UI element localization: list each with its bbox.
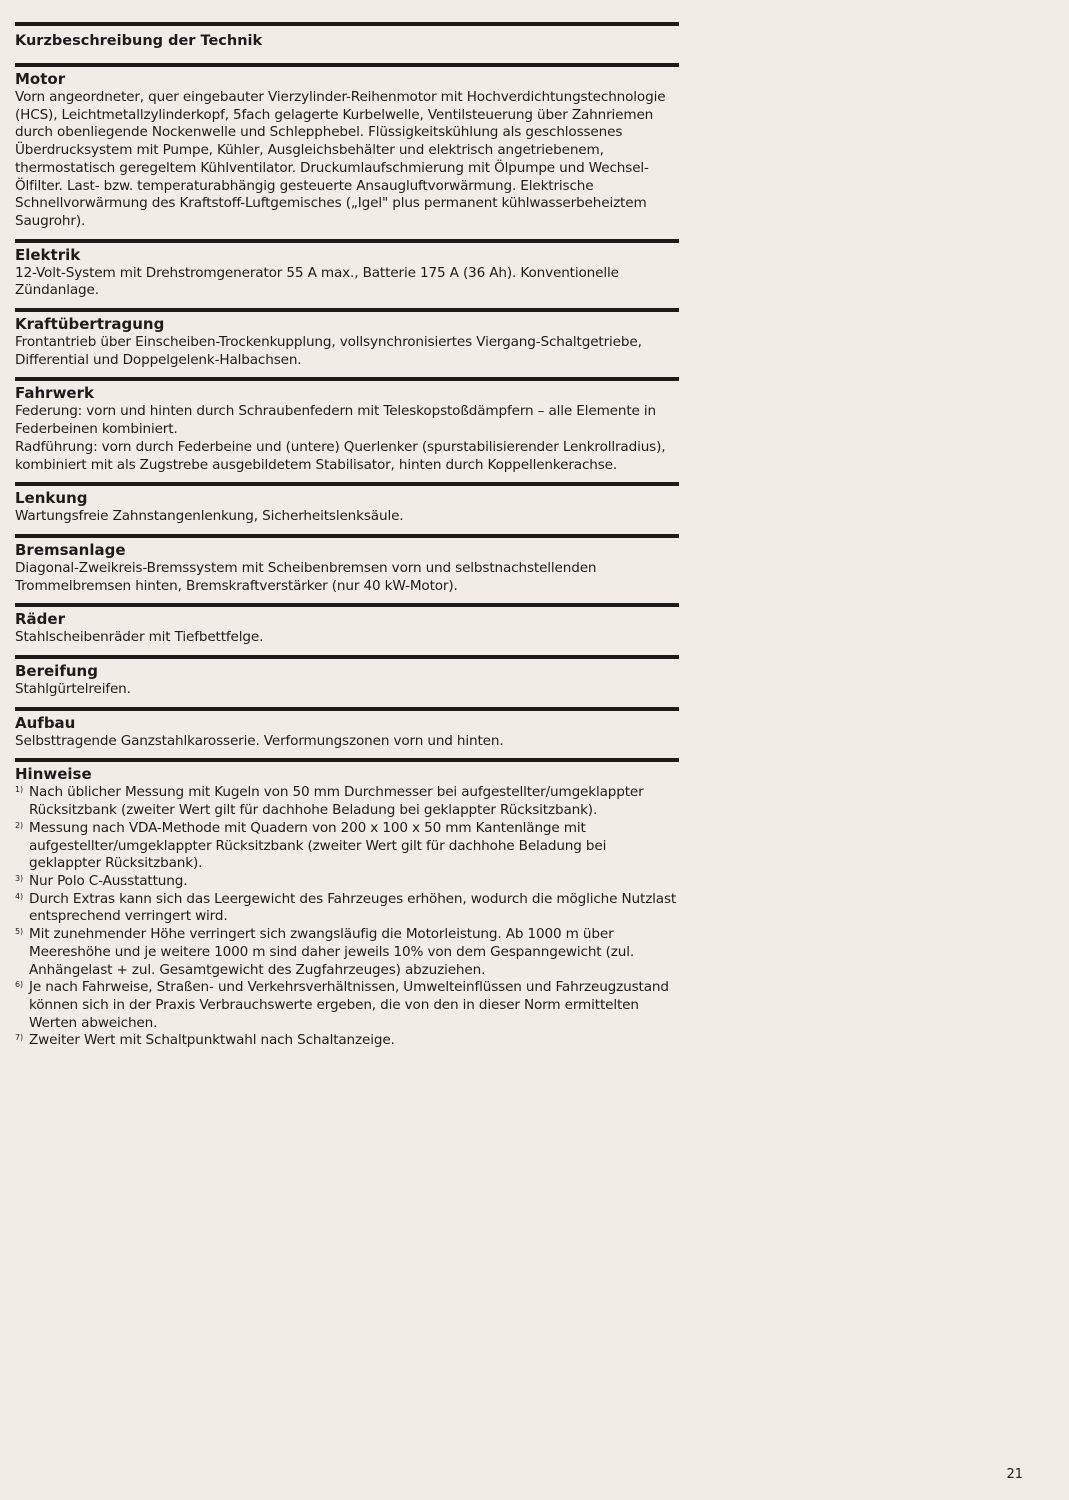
section-heading: Bremsanlage [15, 540, 126, 559]
section-aufbau [15, 711, 679, 763]
section-text: Vorn angeordneter, quer eingebauter Vierzylinder-Reihenmotor mit Hochverdichtungstechnologie (HCS), Leichtmetallzylinderkopf, 5fach gelagerte Kurbelwelle, Ventilsteuerung über Zahnriemen durch obenliegende Nockenwelle und Schlepphebel. Flüssigkeitskühlung als geschlossenes Überdrucksystem mit Pumpe, Kühler, Ausgleichsbehälter und elektrisch angetriebenem, thermostatisch geregeltem Kühlventilator. Druckumlaufschmierung mit Ölpumpe und Wechsel-Ölfilter. Last- bzw. temperaturabhängig gesteuerte Ansaugluftvorwärmung. Elektrische Schnellvorwärmung des Kraftstoff-Luftgemisches („Igel" plus permanent kühlwasserbeheiztem Saugrohr). [15, 89, 666, 229]
section-text-2: Radführung: vorn durch Federbeine und (untere) Querlenker (spurstabilisierender Lenkrollradius), kombiniert mit als Zugstrebe ausgebildetem Stabilisator, hinten durch Koppellenkerachse. [15, 438, 666, 473]
section-text: Federung: vorn und hinten durch Schraubenfedern mit Teleskopstoßdämpfern – alle Elemente in Federbeinen kombiniert. [15, 403, 657, 438]
section-text: 12-Volt-System mit Drehstromgenerator 55 A max., Batterie 175 A (36 Ah). Konventionelle Zündanlage. [15, 264, 619, 299]
section-bremsanlage [15, 538, 679, 607]
footnote [15, 820, 679, 873]
footnote-marker: 6) [15, 980, 23, 990]
section-text: Wartungsfreie Zahnstangenlenkung, Sicherheitslenksäule. [15, 508, 404, 525]
section-text: Selbsttragende Ganzstahlkarosserie. Verformungszonen vorn und hinten. [15, 732, 504, 749]
footnote [15, 891, 679, 926]
footnote-text: Mit zunehmender Höhe verringert sich zwangsläufig die Motorleistung. Ab 1000 m über Meereshöhe und je weitere 1000 m sind daher jeweils 10% von dem Gespanngewicht (zul. Anhängelast + zul. Gesamtgewicht des Zugfahrzeuges) abzuziehen. [29, 926, 635, 978]
section-text: Stahlscheibenräder mit Tiefbettfelge. [15, 629, 264, 646]
footnote-text: Nur Polo C-Ausstattung. [29, 872, 188, 889]
section-fahrwerk [15, 381, 679, 486]
footnote-marker: 4) [15, 891, 23, 901]
footnote-text: Zweiter Wert mit Schaltpunktwahl nach Schaltanzeige. [29, 1032, 395, 1049]
footnote-text: Je nach Fahrweise, Straßen- und Verkehrsverhältnissen, Umwelteinflüssen und Fahrzeugzustand können sich in der Praxis Verbrauchswerte ergeben, die von den in dieser Norm ermittelten Werten abweichen. [29, 979, 669, 1031]
section-kraftuebertragung [15, 312, 679, 381]
section-heading: Hinweise [15, 765, 92, 784]
footnote [15, 1032, 679, 1050]
section-hinweise [15, 762, 679, 1058]
section-text: Stahlgürtelreifen. [15, 681, 131, 698]
section-raeder [15, 607, 679, 659]
section-heading: Fahrwerk [15, 384, 94, 403]
section-heading: Motor [15, 70, 66, 88]
section-heading: Kraftübertragung [15, 315, 165, 334]
section-lenkung [15, 486, 679, 538]
footnote [15, 979, 679, 1032]
section-text: Frontantrieb über Einscheiben-Trockenkupplung, vollsynchronisiertes Viergang-Schaltgetriebe, Differential und Doppelgelenk-Halbachsen. [15, 334, 642, 368]
section-bereifung [15, 659, 679, 711]
footnote [15, 926, 679, 979]
section-elektrik [15, 243, 679, 312]
page-title: Kurzbeschreibung der Technik [15, 22, 679, 67]
section-heading: Räder [15, 610, 65, 629]
footnote-text: Durch Extras kann sich das Leergewicht des Fahrzeuges erhöhen, wodurch die mögliche Nutzlast entsprechend verringert wird. [29, 890, 677, 925]
page-number: 21 [1006, 1467, 1023, 1482]
footnote-text: Messung nach VDA-Methode mit Quadern von 200 x 100 x 50 mm Kantenlänge mit aufgestellter/umgeklappter Rücksitzbank (zweiter Wert gilt für dachhohe Beladung bei geklappter Rücksitzbank). [29, 819, 607, 872]
section-heading: Elektrik [15, 245, 81, 264]
section-heading: Aufbau [15, 713, 76, 732]
footnote-marker: 3) [15, 873, 23, 883]
footnote-marker: 1) [15, 785, 23, 795]
footnote-marker: 7) [15, 1033, 23, 1043]
footnote-marker: 5) [15, 927, 23, 937]
section-heading: Lenkung [15, 489, 88, 508]
section-heading: Bereifung [15, 662, 98, 681]
footnote [15, 784, 679, 819]
footnote [15, 873, 679, 891]
technical-description [15, 22, 679, 1058]
footnote-text: Nach üblicher Messung mit Kugeln von 50 mm Durchmesser bei aufgestellter/umgeklappter Rücksitzbank (zweiter Wert gilt für dachhohe Beladung bei geklappter Rücksitzbank). [29, 784, 644, 819]
footnote-marker: 2) [15, 820, 23, 830]
section-text: Diagonal-Zweikreis-Bremssystem mit Scheibenbremsen vorn und selbstnachstellenden Trommelbremsen hinten, Bremskraftverstärker (nur 40 kW-Motor). [15, 559, 597, 594]
section-motor [15, 67, 679, 243]
